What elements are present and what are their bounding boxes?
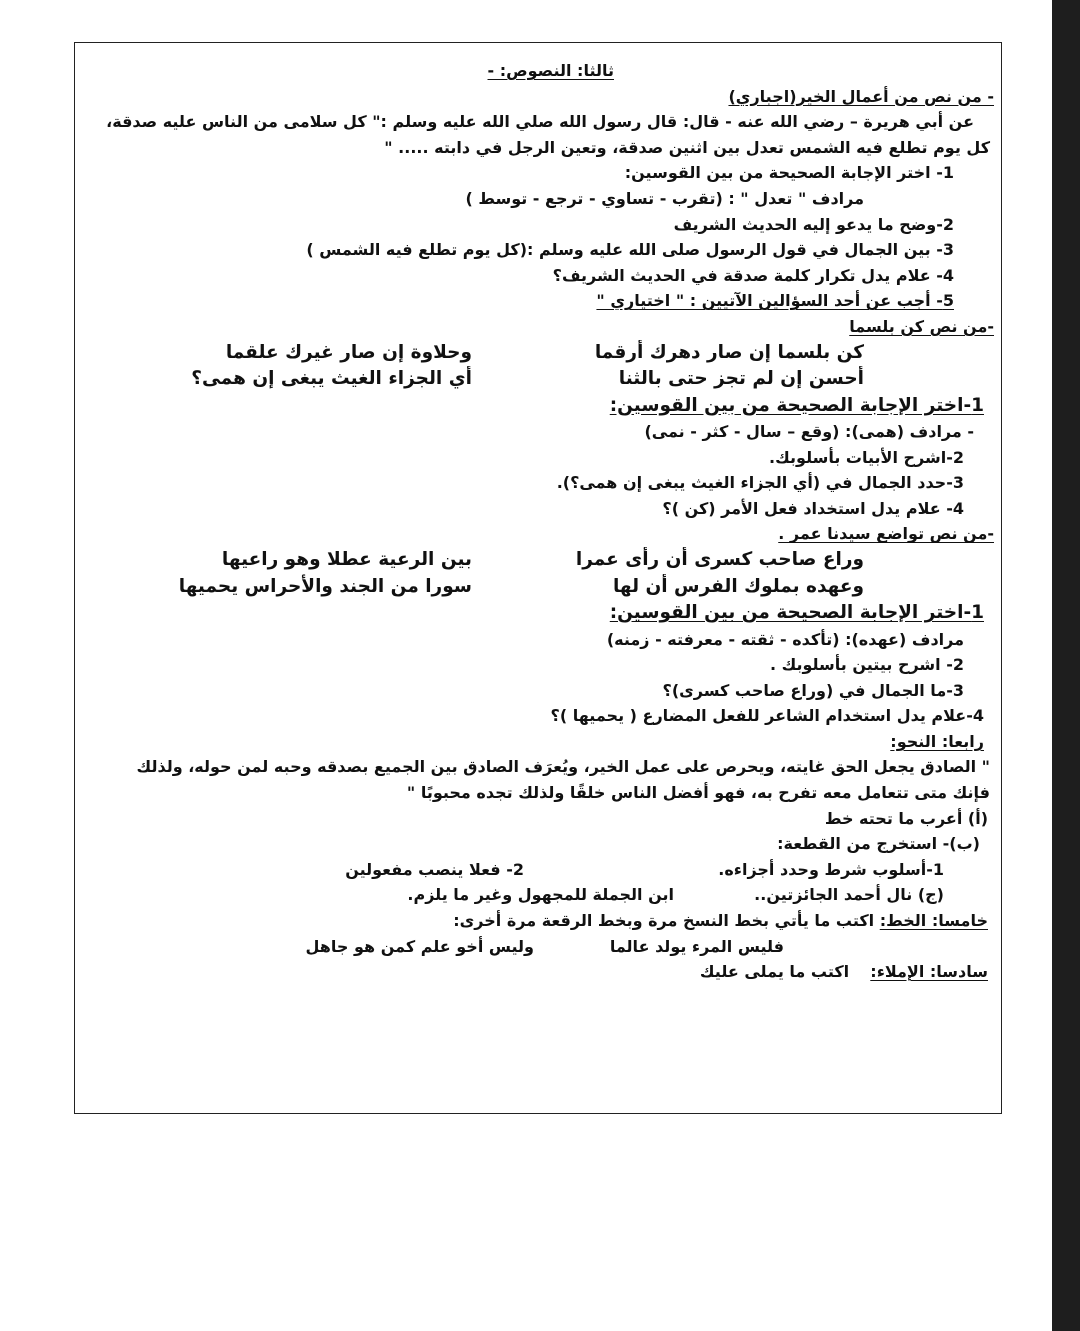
grammar-passage-line-1: " الصادق يجعل الحق غايته، ويحرص على عمل الخير، ويُعرَف الصادق بين الجميع بصدقه وحبه لمن حوله، ولذلك [136, 757, 990, 777]
text2-q1-item: - مرادف (همى): (وقع – سال - كثر - نمى) [644, 422, 974, 442]
text2-verse-2-first-hemistich: أحسن إن لم تجز حتى بالثنا [618, 368, 864, 390]
text3-q1-item: مرادف (عهده): (تأكده - ثقته - معرفته - زمنه) [606, 629, 964, 649]
section4-title: رابعا: النحو: [890, 731, 984, 751]
text2-q3: 3-حدد الجمال في (أي الجزاء الغيث يبغى إن همى؟). [556, 473, 964, 493]
text2-verse-1-first-hemistich: كن بلسما إن صار دهرك أرقما [594, 341, 864, 363]
section3-title: ثالثا: النصوص: - [487, 61, 614, 80]
text3-verse-1 [80, 547, 994, 574]
section5-title: خامسا: الخط: [879, 911, 988, 931]
section5-verse-first-hemistich: فليس المرء يولد عالما [609, 936, 784, 956]
text3-verse-1-second-hemistich: بين الرعية عطلا وهو راعيها [221, 549, 472, 570]
grammar-task-c-row [80, 882, 994, 908]
text1-q1: 1- اختر الإجابة الصحيحة من بين القوسين: [624, 163, 954, 183]
text2-verse-2-second-hemistich: أي الجزاء الغيث يبغى إن همى؟ [191, 368, 472, 390]
text2-q2: 2-اشرح الأبيات بأسلوبك. [769, 447, 964, 467]
text3-verse-1-first-hemistich: وراع صاحب كسرى أن رأى عمرا [575, 549, 864, 570]
section5-instruction: اكتب ما يأتي بخط النسخ مرة وبخط الرقعة مرة أخرى: [453, 911, 875, 931]
section6-instruction: اكتب ما يملى عليك [699, 962, 850, 982]
text1-q1-item: مرادف " تعدل " : (تقرب - تساوي - ترجع - توسط ) [465, 188, 864, 208]
text2-title: -من نص كن بلسما [849, 316, 994, 336]
grammar-task-a: (أ) أعرب ما تحته خط [824, 808, 988, 828]
text3-q3: 3-ما الجمال في (وراع صاحب كسرى)؟ [662, 680, 964, 700]
text3-verse-2-second-hemistich: سورا من الجند والأحراس يحميها [178, 575, 472, 597]
text1-q4: 4- علام يدل تكرار كلمة صدقة في الحديث الشريف؟ [552, 265, 954, 285]
text1-q3: 3- بين الجمال في قول الرسول صلى الله عليه وسلم :(كل يوم تطلع فيه الشمس ) [306, 240, 954, 260]
grammar-task-b2: 2- فعلا ينصب مفعولين [345, 859, 524, 879]
section5-verse [80, 934, 994, 960]
section6-row [80, 959, 994, 985]
text3-verse-2-first-hemistich: وعهده بملوك الفرس أن لها [612, 575, 864, 597]
text3-title: -من نص تواضع سيدنا عمر . [778, 524, 994, 544]
text3-q1: 1-اختر الإجابة الصحيحة من بين القوسين: [609, 602, 984, 623]
grammar-passage-line-2: فإنك متى تتعامل معه تفرح به، فهو أفضل الناس خلقًا ولذلك تجده محبوبًا " [406, 783, 990, 803]
text1-q5: 5- أجب عن أحد السؤالين الآتيين : " اختياري " [596, 291, 954, 311]
text1-q2: 2-وضح ما يدعو إليه الحديث الشريف [673, 214, 954, 234]
text2-q1: 1-اختر الإجابة الصحيحة من بين القوسين: [609, 394, 984, 416]
section5-verse-second-hemistich: وليس أخو علم كمن هو جاهل [305, 936, 534, 956]
text2-verse-1 [80, 340, 994, 367]
section5-row [80, 908, 994, 934]
grammar-task-c: (ج) نال أحمد الجائزتين.. [754, 885, 944, 905]
grammar-task-b: (ب)- استخرج من القطعة: [777, 834, 980, 854]
hadith-line-2: كل يوم تطلع فيه الشمس تعدل بين اثنين صدقة، وتعين الرجل في دابته ..... " [384, 137, 990, 157]
grammar-task-b-items [80, 857, 994, 883]
hadith-line-1: عن أبي هريرة – رضي الله عنه - قال: قال رسول الله صلي الله عليه وسلم :" كل سلامى من الناس عليه صدقة، [106, 112, 974, 132]
text2-q4: 4- علام يدل استخداد فعل الأمر (كن )؟ [662, 498, 964, 518]
grammar-task-c-instruction: ابن الجملة للمجهول وغير ما يلزم. [407, 885, 674, 905]
section6-title: سادسا: الإملاء: [870, 962, 988, 982]
text3-q4: 4-علام يدل استخدام الشاعر للفعل المضارع ( يحميها )؟ [550, 706, 984, 726]
text3-q2: 2- اشرح بيتين بأسلوبك . [769, 655, 964, 675]
worksheet-content [80, 58, 994, 1118]
grammar-task-b1: 1-أسلوب شرط وحدد أجزاءه. [718, 859, 944, 879]
text1-title: - من نص من أعمال الخير(اجباري) [728, 86, 994, 106]
text2-verse-2 [80, 366, 994, 393]
text2-verse-1-second-hemistich: وحلاوة إن صار غيرك علقما [225, 341, 472, 363]
text3-verse-2 [80, 574, 994, 601]
